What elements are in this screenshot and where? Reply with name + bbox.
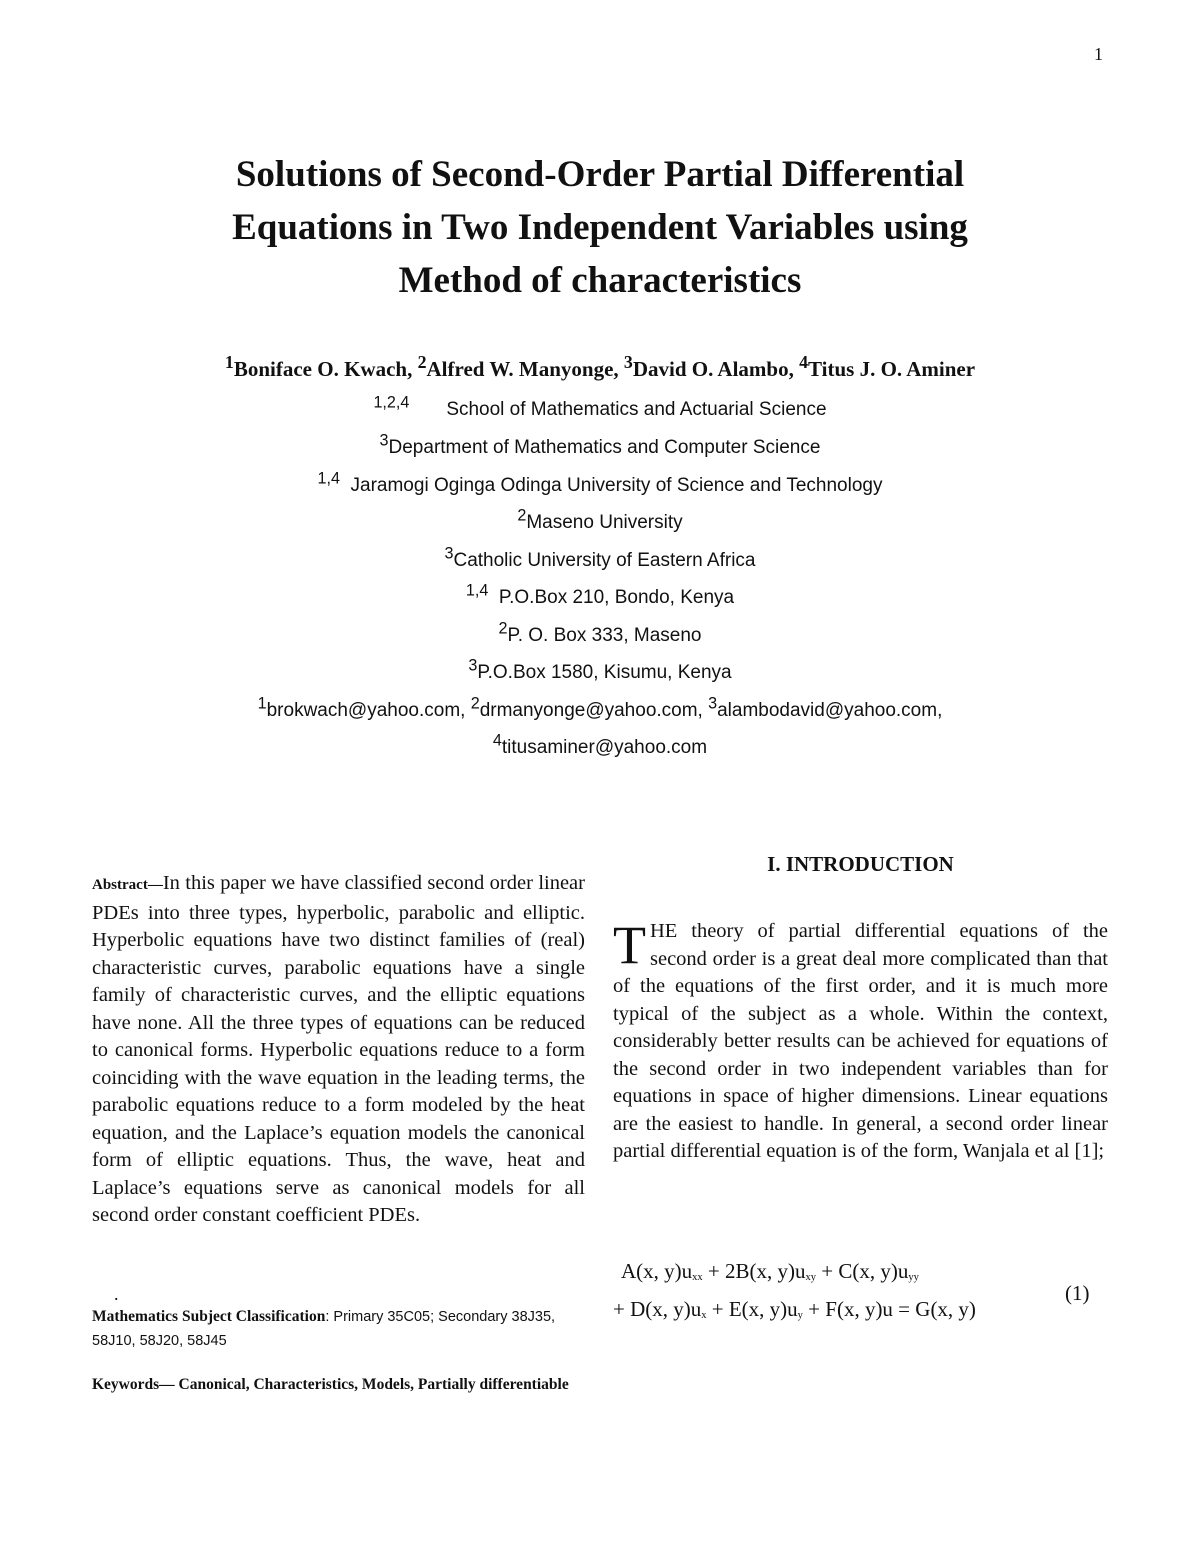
affiliation-text: Department of Mathematics and Computer Science <box>388 437 821 458</box>
affiliation-marker: 2 <box>498 619 508 638</box>
author-name: Titus J. O. Aminer <box>808 357 976 381</box>
eq-subscript: yy <box>908 1272 919 1284</box>
eq-term: + 2B(x, y)u <box>702 1259 806 1283</box>
affiliation-line <box>40 469 1160 497</box>
affiliation-line <box>40 619 1160 647</box>
affiliation-marker: 2 <box>517 506 527 525</box>
paper-title <box>100 148 1100 307</box>
affiliation-marker: 1,4 <box>317 469 340 488</box>
email-marker: 2 <box>470 694 480 713</box>
eq-term: + C(x, y)u <box>816 1259 909 1283</box>
title-line: Equations in Two Independent Variables using <box>232 207 968 248</box>
author-marker: 1 <box>224 351 234 372</box>
affiliation-text: School of Mathematics and Actuarial Science <box>446 399 827 420</box>
author-marker: 4 <box>799 351 809 372</box>
msc-label: Mathematics Subject Classification <box>92 1308 326 1325</box>
eq-subscript: xx <box>692 1272 703 1284</box>
affiliation-text: P. O. Box 333, Maseno <box>507 625 702 646</box>
author-marker: 3 <box>623 351 633 372</box>
email-marker: 1 <box>257 694 267 713</box>
keywords <box>92 1374 585 1396</box>
email-address: brokwach@yahoo.com, <box>266 700 471 721</box>
affiliation-marker: 1,2,4 <box>373 393 410 412</box>
eq-term: + D(x, y)u <box>613 1297 702 1321</box>
author-list <box>40 351 1160 382</box>
affiliation-marker: 3 <box>379 431 389 450</box>
msc-text: : Primary 35C05; Secondary 38J35, 58J10, 58J20, 58J45 <box>92 1309 556 1349</box>
stray-mark: . <box>114 1284 119 1304</box>
keywords-text: — Canonical, Characteristics, Models, Partially differentiable <box>159 1376 569 1393</box>
email-address: drmanyonge@yahoo.com, <box>479 700 709 721</box>
affiliation-marker: 1,4 <box>465 581 489 600</box>
affiliation-marker: 3 <box>468 656 478 675</box>
email-line <box>40 694 1160 722</box>
affiliation-text: P.O.Box 210, Bondo, Kenya <box>498 587 735 608</box>
eq-term: + F(x, y)u = G(x, y) <box>802 1297 976 1321</box>
author-marker: 2 <box>417 351 427 372</box>
affiliation-line <box>40 506 1160 534</box>
affiliation-text: Maseno University <box>526 512 683 533</box>
eq-subscript: xy <box>805 1272 816 1284</box>
affiliation-marker: 3 <box>444 544 454 563</box>
equation-1 <box>613 1259 1108 1339</box>
introduction-text: HE theory of partial differential equations of the second order is a great deal more complicated than that of the equations of the first order, and it is much more typical of the subject as a whole. Within the context, considerably better results can be achieved for equations of the second order in two independent variables than for equations in space of higher dimensions. Linear equations are the easiest to handle. In general, a second order linear partial differential equation is of the form, Wanjala et al [1]; <box>613 920 1108 1162</box>
eq-subscript: x <box>701 1310 707 1322</box>
eq-term: + E(x, y)u <box>706 1297 798 1321</box>
email-line <box>40 731 1160 759</box>
affiliation-line <box>40 656 1160 684</box>
drop-cap: T <box>613 915 646 975</box>
affiliation-line <box>40 581 1160 609</box>
email-marker: 4 <box>492 731 502 750</box>
affiliation-line <box>40 431 1160 459</box>
equation-number: (1) <box>1065 1281 1090 1305</box>
author-name: David O. Alambo, <box>632 357 800 381</box>
affiliation-line <box>40 544 1160 572</box>
introduction-paragraph <box>613 915 1108 1166</box>
equation-line-1 <box>621 1259 919 1284</box>
author-name: Boniface O. Kwach, <box>233 357 418 381</box>
abstract-text: In this paper we have classified second order linear PDEs into three types, hyperbolic, parabolic and elliptic. Hyperbolic equations have two distinct families of (real) characteristic curves, parabolic equations have a single family of characteristic curves, and the elliptic equations have none. All the three types of equations can be reduced to canonical forms. Hyperbolic equations reduce to a form coinciding with the wave equation in the leading terms, the parabolic equations reduce to a form modeled by the heat equation, and the Laplace’s equation models the canonical form of elliptic equations. Thus, the wave, heat and Laplace’s equations serve as canonical models for all second order constant coefficient PDEs. <box>92 872 585 1226</box>
equation-line-2 <box>613 1297 976 1322</box>
email-address: alambodavid@yahoo.com, <box>717 700 943 721</box>
eq-term: A(x, y)u <box>621 1259 693 1283</box>
affiliation-line <box>40 393 1180 421</box>
email-address: titusaminer@yahoo.com <box>501 737 708 758</box>
keywords-label: Keywords <box>92 1376 160 1393</box>
title-line: Method of characteristics <box>398 260 802 301</box>
section-heading: I. INTRODUCTION <box>767 852 954 876</box>
affiliation-text: P.O.Box 1580, Kisumu, Kenya <box>477 662 732 683</box>
eq-subscript: y <box>797 1310 803 1322</box>
affiliation-text: Jaramogi Oginga Odinga University of Science and Technology <box>350 475 883 496</box>
page-number: 1 <box>1094 44 1103 64</box>
affiliation-text: Catholic University of Eastern Africa <box>453 550 756 571</box>
abstract <box>92 870 585 1230</box>
subject-classification <box>92 1305 585 1353</box>
title-line: Solutions of Second-Order Partial Differential <box>235 154 965 195</box>
email-marker: 3 <box>708 694 718 713</box>
author-name: Alfred W. Manyonge, <box>426 357 624 381</box>
abstract-label: Abstract— <box>92 877 163 893</box>
